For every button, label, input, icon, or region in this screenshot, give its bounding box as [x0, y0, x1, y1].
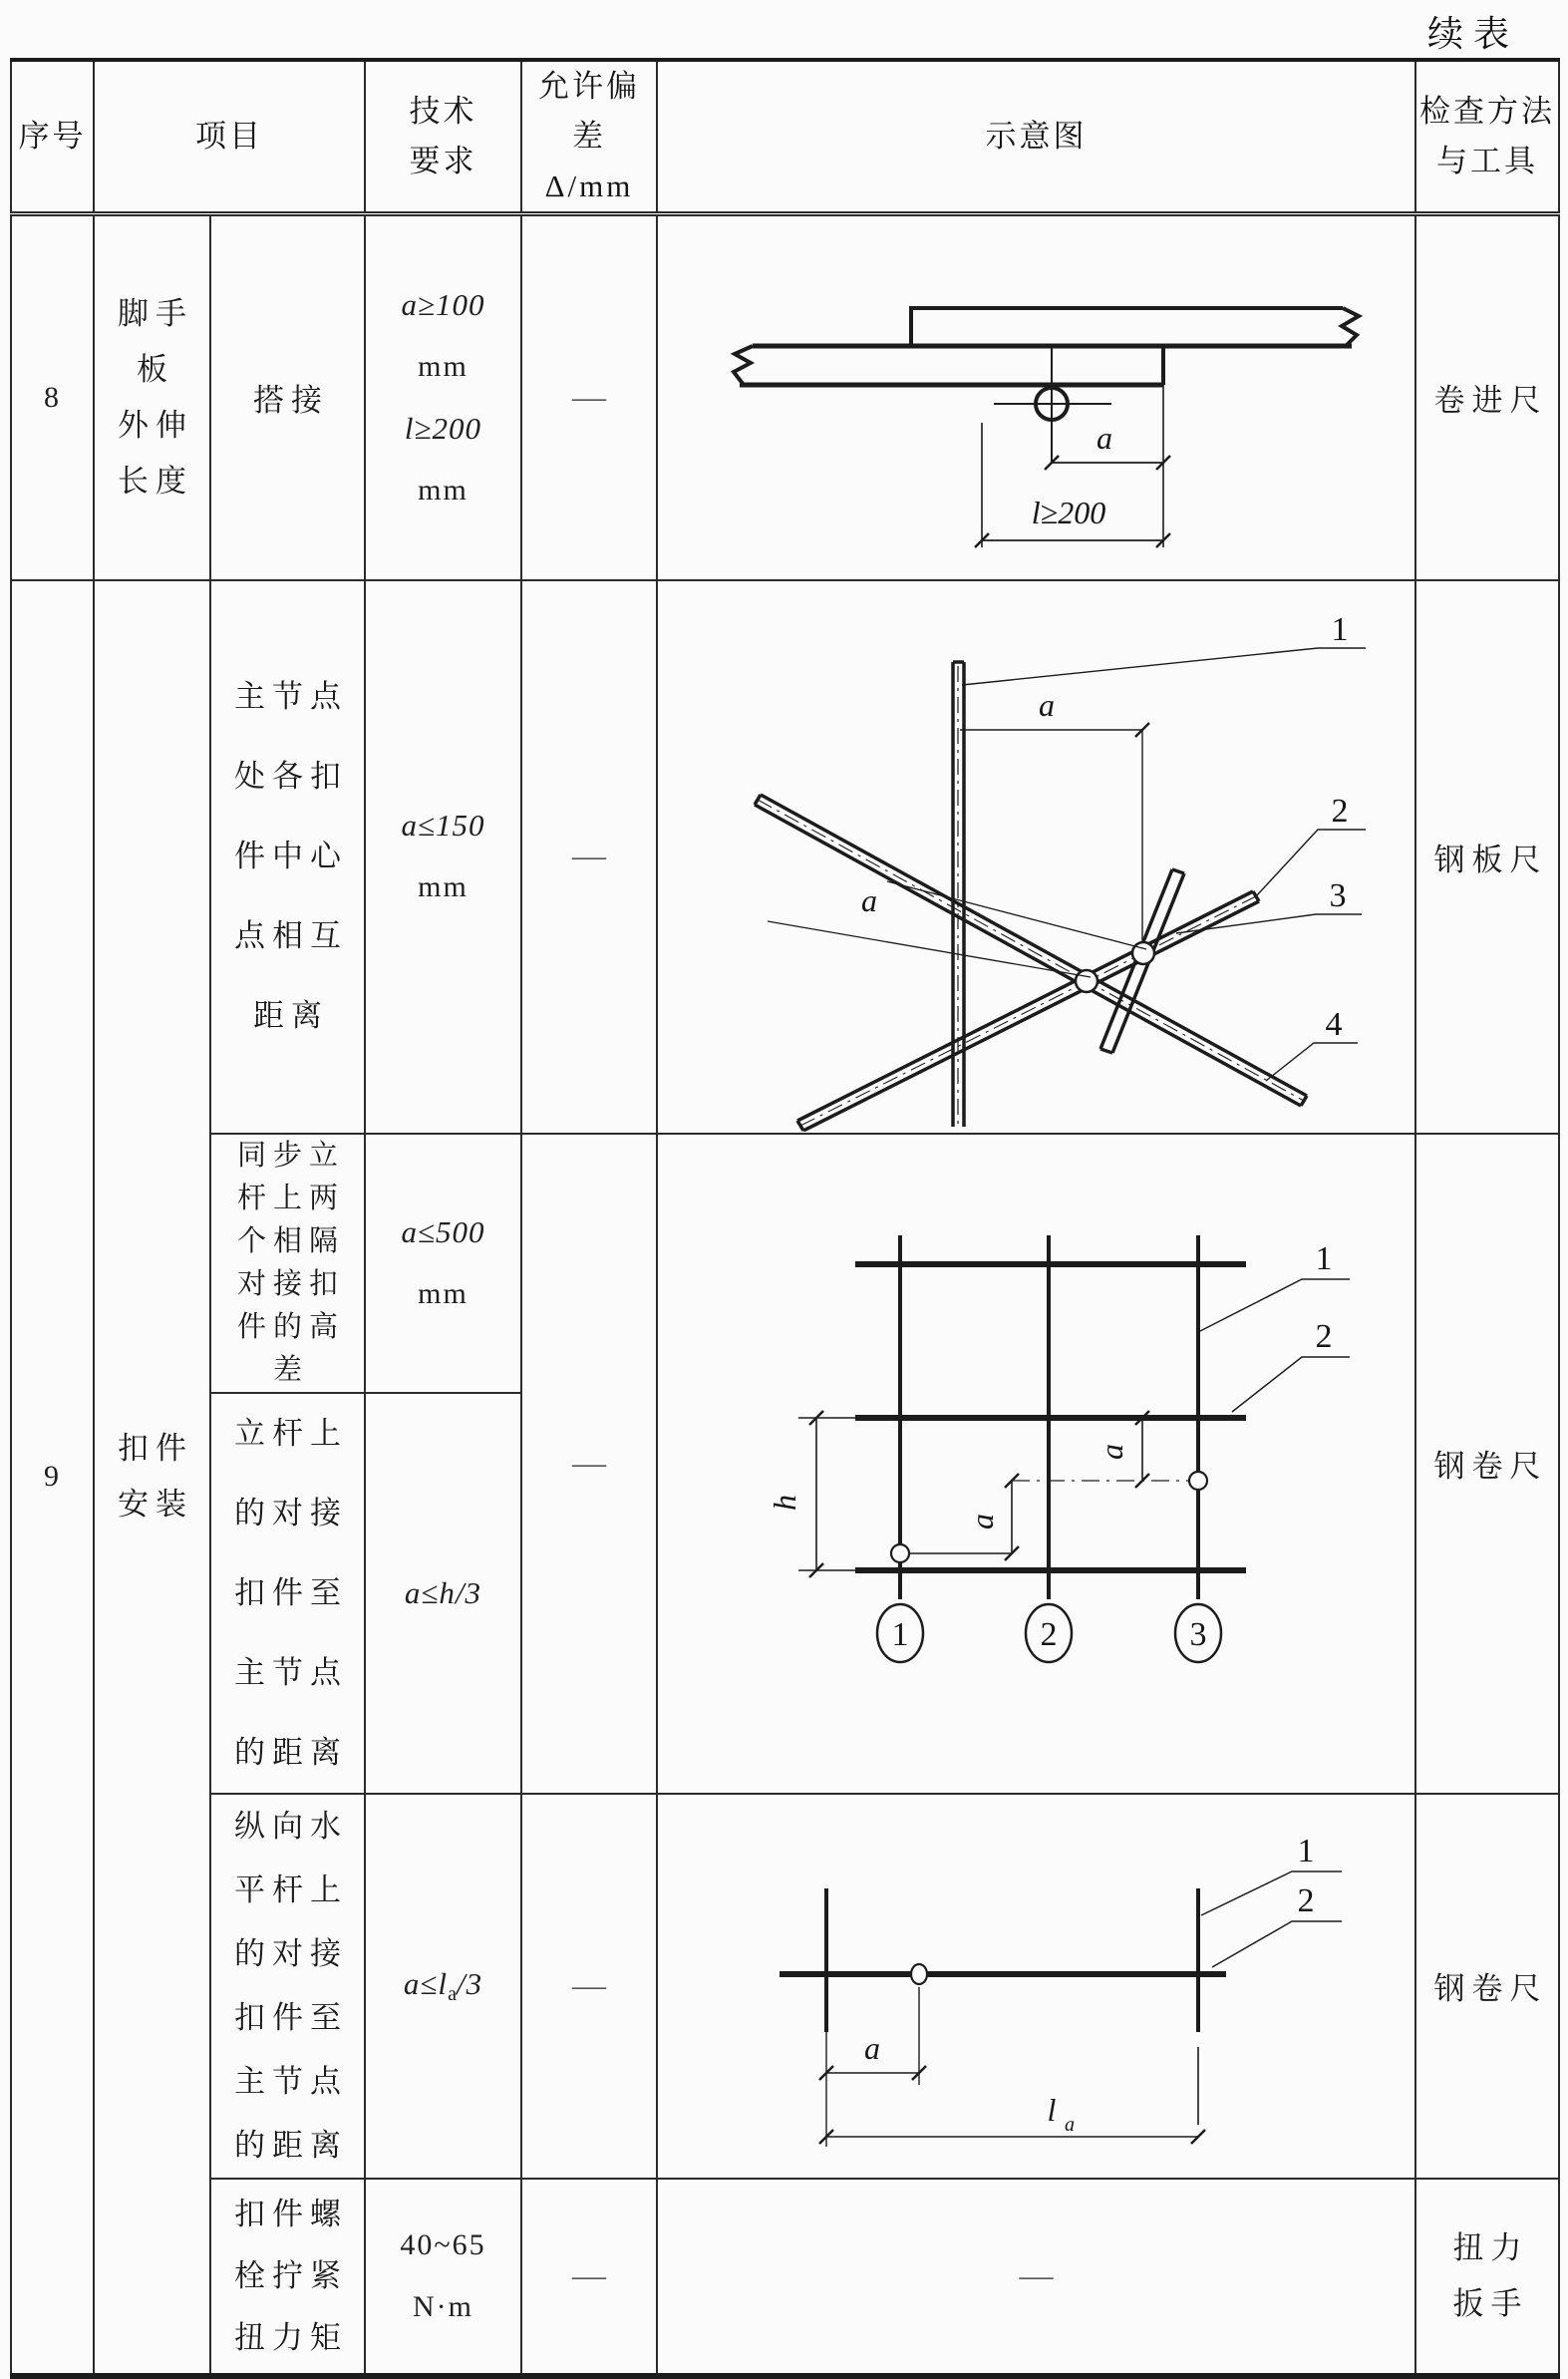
lower-plank-break-icon	[734, 346, 753, 385]
tech-cell: a≤h/3	[365, 1393, 521, 1794]
butt-coupler-icon	[1189, 1472, 1207, 1490]
tool-cell: 钢卷尺	[1415, 1134, 1559, 1794]
tube-centerline	[800, 896, 1256, 1126]
dim-label-h: h	[767, 1495, 802, 1511]
dim-label-l-sub: a	[1065, 2114, 1075, 2136]
leader-line-2	[1232, 1357, 1350, 1412]
diagram-cell: —	[657, 2179, 1415, 2376]
dim-label-a-side: a	[861, 881, 877, 918]
deviation-cell: —	[521, 1794, 657, 2179]
diagram-cell	[657, 1794, 1415, 2179]
deviation-cell: —	[521, 580, 657, 1134]
sub-item-cell: 纵向水 平杆上 的对接 扣件至 主节点 的距离	[210, 1794, 365, 2179]
item-cell: 脚手板 外伸 长度	[94, 214, 210, 580]
coupler-circle-icon	[1132, 942, 1154, 964]
tech-cell: a≤la/3	[365, 1794, 521, 2179]
sub-item-cell: 扣件螺 栓拧紧 扭力矩	[210, 2179, 365, 2376]
tech-cell: a≤500 mm	[365, 1134, 521, 1393]
deviation-cell: —	[521, 1134, 657, 1794]
dim-label-a: a	[1097, 420, 1112, 457]
butt-coupler-icon	[911, 1964, 927, 1984]
row-8	[11, 214, 1559, 580]
dim-label-a-upper: a	[1094, 1444, 1129, 1460]
butt-coupler-icon	[891, 1544, 909, 1562]
part-label-2: 2	[1315, 1318, 1333, 1355]
tech-cell: a≤150 mm	[365, 580, 521, 1134]
header-item: 项目	[94, 60, 365, 214]
sub-item-cell: 搭接	[210, 214, 365, 580]
leader-line-4	[1266, 1043, 1358, 1081]
tool-cell: 卷进尺	[1415, 214, 1559, 580]
tech-cell: 40~65 N·m	[365, 2179, 521, 2376]
leader-line	[887, 881, 1146, 949]
tech-cell: a≥100 mm l≥200 mm	[365, 214, 521, 580]
leader-line-1	[1201, 1871, 1342, 1915]
part-label-1: 1	[1331, 610, 1349, 648]
part-label-1: 1	[1315, 1240, 1333, 1277]
ext-lines	[798, 1418, 864, 1570]
header-method: 检查方法 与工具	[1415, 60, 1559, 214]
row-9-sub1	[11, 580, 1559, 1134]
leader-line-2	[1256, 830, 1366, 896]
serial-cell: 9	[11, 580, 94, 2376]
continued-table-label: 续表	[1427, 14, 1520, 54]
dim-label-a: a	[864, 2030, 880, 2066]
part-label-1: 1	[1297, 1833, 1315, 1869]
row-9-sub2	[11, 1134, 1559, 1393]
coupler-circle-icon	[1076, 970, 1098, 992]
part-label-4: 4	[1325, 1005, 1343, 1043]
tool-cell: 钢板尺	[1415, 580, 1559, 1134]
upper-plank-break-icon	[1342, 308, 1359, 346]
part-label-2: 2	[1297, 1882, 1315, 1919]
tool-cell: 钢卷尺	[1415, 1794, 1559, 2179]
dim-label-l: l≥200	[1031, 495, 1106, 531]
row-9-sub4	[11, 1794, 1559, 2179]
lap-joint-diagram	[658, 216, 1415, 578]
sub-item-cell: 同步立 杆上两 个相隔 对接扣 件的高 差	[210, 1134, 365, 1393]
header-serial: 序号	[11, 60, 94, 214]
sub-item-cell: 立杆上 的对接 扣件至 主节点 的距离	[210, 1393, 365, 1794]
sub-item-cell: 主节点 处各扣 件中心 点相互 距离	[210, 580, 365, 1134]
upper-plank	[911, 308, 1343, 346]
axis-number-1: 1	[891, 1616, 909, 1653]
inspection-table	[10, 58, 1560, 2379]
node-couplers-diagram	[658, 582, 1415, 1132]
dim-label-a-lower: a	[964, 1514, 1000, 1529]
deviation-cell: —	[521, 214, 657, 580]
dim-label-a-top: a	[1039, 686, 1055, 723]
row-9-sub5	[11, 2179, 1559, 2376]
ledger-coupler-diagram	[658, 1796, 1415, 2176]
leader-line-1	[962, 648, 1366, 685]
tube-centerline	[758, 800, 1304, 1101]
pole-couplers-grid-diagram	[658, 1138, 1415, 1789]
diagram-cell	[657, 580, 1415, 1134]
axis-number-3: 3	[1189, 1616, 1207, 1653]
header-deviation: 允许偏差 Δ/mm	[521, 60, 657, 214]
header-tech: 技术 要求	[365, 60, 521, 214]
dim-label-l: l	[1047, 2092, 1057, 2128]
part-label-3: 3	[1329, 876, 1347, 914]
header-diagram: 示意图	[657, 60, 1415, 214]
item-cell: 扣件 安装	[94, 580, 210, 2376]
axis-number-2: 2	[1040, 1616, 1058, 1653]
serial-cell: 8	[11, 214, 94, 580]
deviation-cell: —	[521, 2179, 657, 2376]
tool-cell: 扭力 扳手	[1415, 2179, 1559, 2376]
table-header-row	[11, 60, 1559, 214]
diagram-cell	[657, 1134, 1415, 1794]
leader-line-2	[1212, 1921, 1342, 1967]
part-label-2: 2	[1331, 792, 1349, 830]
diagram-cell	[657, 214, 1415, 580]
